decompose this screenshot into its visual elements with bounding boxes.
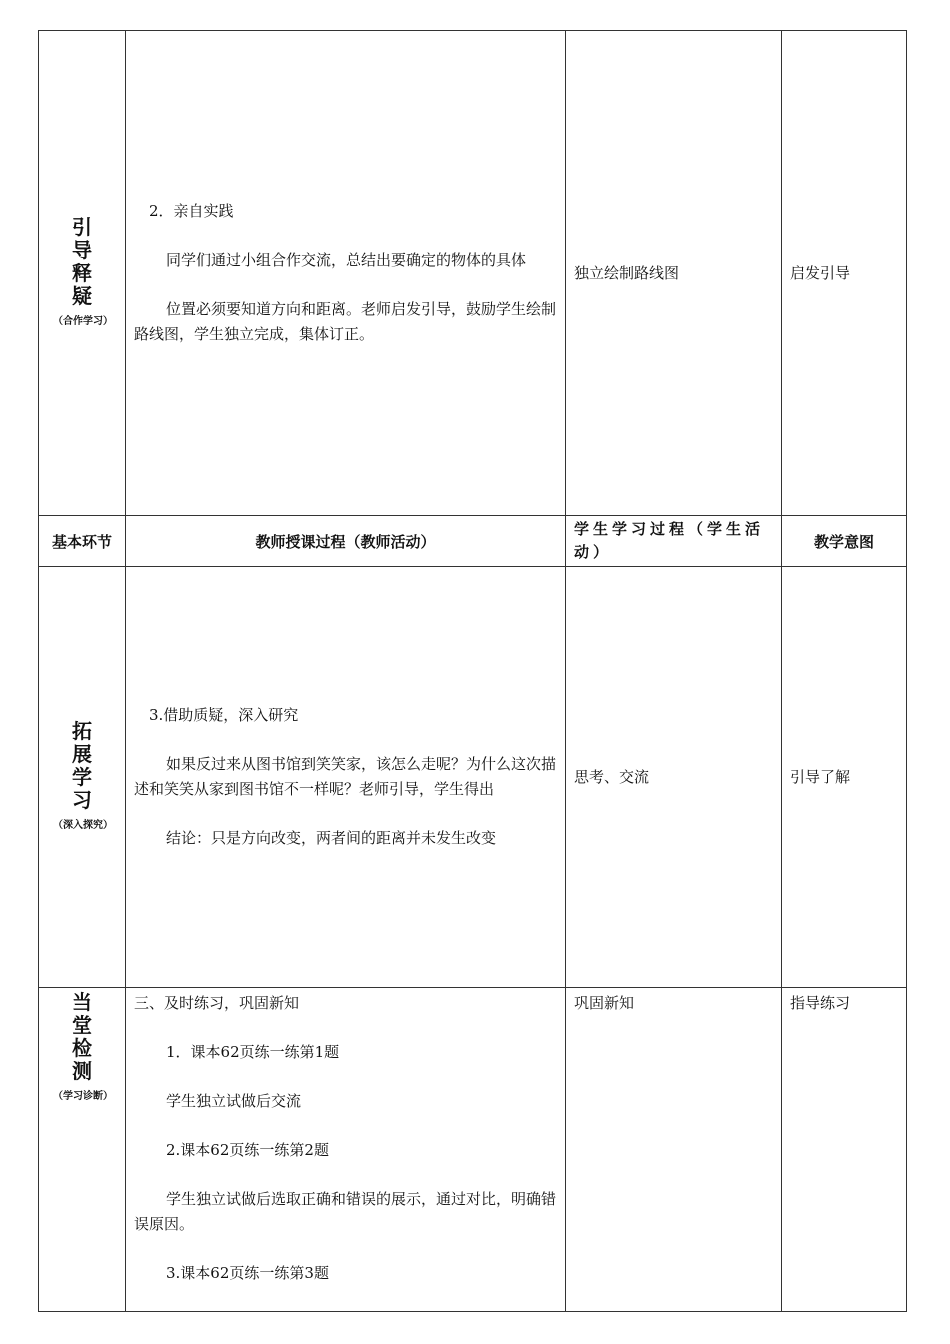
table-row-extend [39, 567, 907, 988]
stage-subtitle: （学习诊断） [53, 1091, 113, 1102]
stage-cell [39, 567, 126, 988]
stage-subtitle: （深入探究） [53, 819, 113, 831]
activity-paragraph: 2．亲自实践 [149, 202, 234, 220]
stage-title: 引导释疑 [72, 214, 92, 308]
stage-title: 当堂检测 [72, 990, 92, 1083]
header-teacher-process: 教师授课过程（教师活动） [126, 516, 566, 567]
activity-paragraph: 3.借助质疑，深入研究 [149, 706, 299, 724]
activity-paragraph: 同学们通过小组合作交流，总结出要确定的物体的具体 [166, 251, 527, 269]
student-activity-cell: 思考、交流 [566, 567, 782, 988]
activity-paragraph: 如果反过来从图书馆到笑笑家，该怎么走呢？为什么这次描述和笑笑从家到图书馆不一样呢？老师引导，学生得出 [134, 755, 557, 798]
activity-paragraph: 学生独立试做后交流 [166, 1092, 302, 1110]
header-teaching-intent: 教学意图 [782, 516, 907, 567]
teaching-intent-cell: 引导了解 [782, 567, 907, 988]
activity-paragraph: 3.课本62页练一练第3题 [166, 1264, 329, 1282]
table-row-check [39, 988, 907, 1312]
stage-cell [39, 988, 126, 1312]
activity-paragraph: 2.课本62页练一练第2题 [166, 1141, 329, 1159]
header-student-process: 学生学习过程（学生活动） [566, 516, 782, 567]
stage-subtitle: （合作学习） [53, 315, 113, 327]
stage-title: 拓展学习 [72, 718, 92, 812]
header-stage: 基本环节 [39, 516, 126, 567]
teacher-activity-cell [126, 567, 566, 988]
teaching-intent-cell: 指导练习 [782, 988, 907, 1312]
student-activity-cell: 独立绘制路线图 [566, 31, 782, 516]
activity-paragraph: 学生独立试做后选取正确和错误的展示，通过对比，明确错误原因。 [134, 1190, 557, 1233]
table-header-row [39, 516, 907, 567]
stage-cell [39, 31, 126, 516]
activity-paragraph: 1．课本62页练一练第1题 [166, 1043, 340, 1061]
teacher-activity-cell [126, 988, 566, 1312]
activity-paragraph: 结论：只是方向改变，两者间的距离并未发生改变 [166, 829, 497, 847]
table-row-guide [39, 31, 907, 516]
activity-paragraph: 位置必须要知道方向和距离。老师启发引导，鼓励学生绘制路线图，学生独立完成，集体订正。 [134, 300, 557, 343]
teaching-intent-cell: 启发引导 [782, 31, 907, 516]
student-activity-cell: 巩固新知 [566, 988, 782, 1312]
activity-paragraph: 三、及时练习，巩固新知 [134, 994, 300, 1012]
teacher-activity-cell [126, 31, 566, 516]
lesson-plan-table [38, 30, 907, 1312]
